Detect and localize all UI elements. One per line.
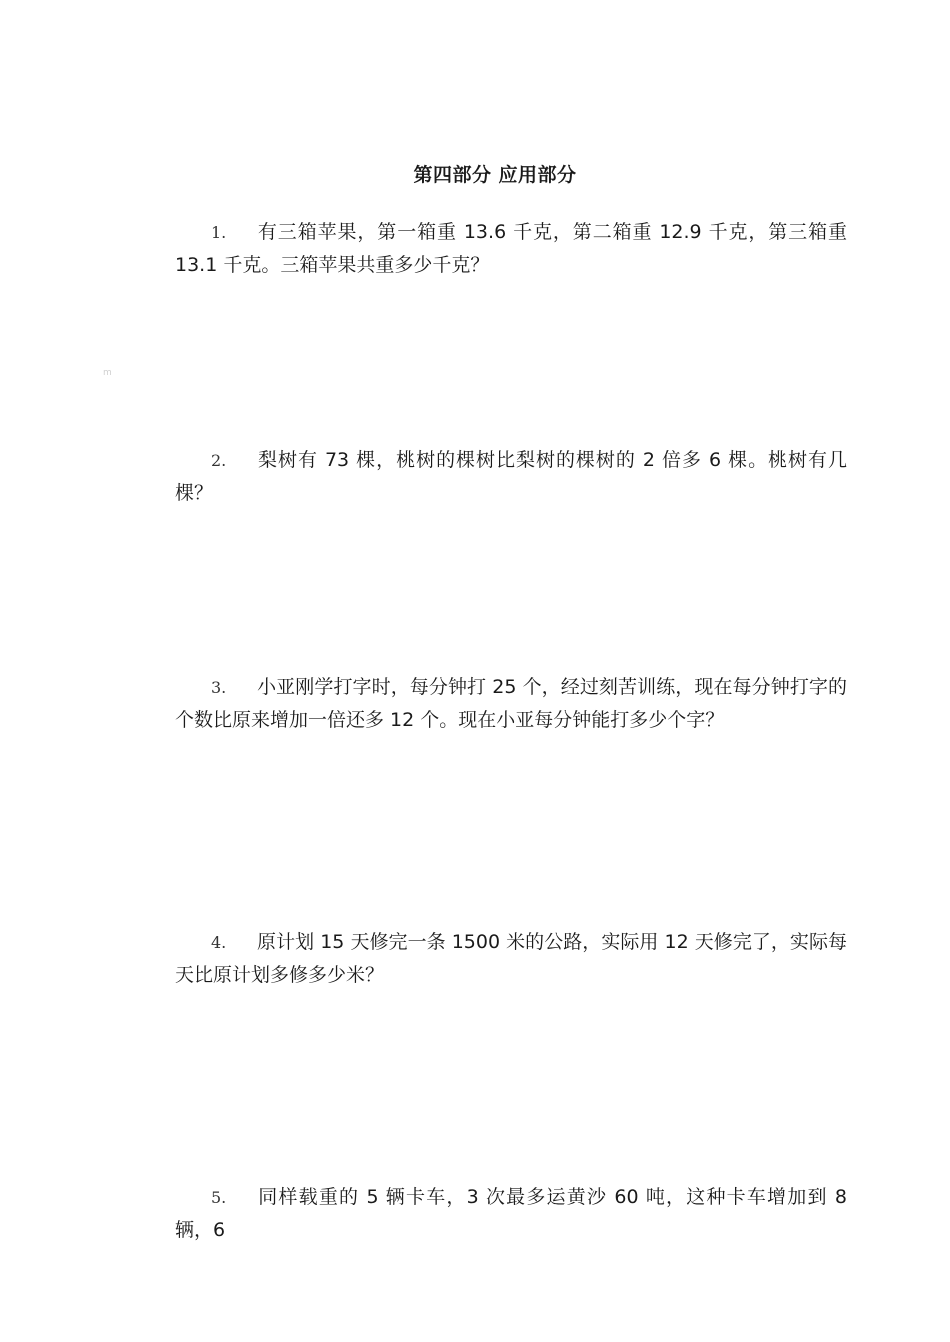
question-text: 梨树有 73 棵，桃树的棵树比梨树的棵树的 2 倍多 6 棵。桃树有几棵？ — [175, 449, 847, 504]
question-text: 同样载重的 5 辆卡车，3 次最多运黄沙 60 吨，这种卡车增加到 8 辆，6 — [175, 1186, 847, 1241]
question-4 — [175, 926, 847, 991]
question-5 — [175, 1181, 847, 1246]
question-text: 小亚刚学打字时，每分钟打 25 个，经过刻苦训练，现在每分钟打字的个数比原来增加一倍还多 12 个。现在小亚每分钟能打多少个字？ — [175, 676, 847, 731]
question-text: 有三箱苹果，第一箱重 13.6 千克，第二箱重 12.9 千克，第三箱重 13.1 千克。三箱苹果共重多少千克？ — [175, 221, 847, 276]
question-number: 2. — [211, 451, 227, 470]
question-3 — [175, 671, 847, 736]
question-number: 4. — [211, 933, 227, 952]
question-1 — [175, 216, 847, 281]
question-number: 3. — [211, 678, 227, 697]
question-number: 5. — [211, 1188, 227, 1207]
stray-mark: m — [103, 368, 112, 378]
question-text: 原计划 15 天修完一条 1500 米的公路，实际用 12 天修完了，实际每天比原计划多修多少米？ — [175, 931, 847, 986]
section-title: 第四部分 应用部分 — [413, 164, 577, 186]
question-2 — [175, 444, 847, 509]
question-number: 1. — [211, 223, 227, 242]
